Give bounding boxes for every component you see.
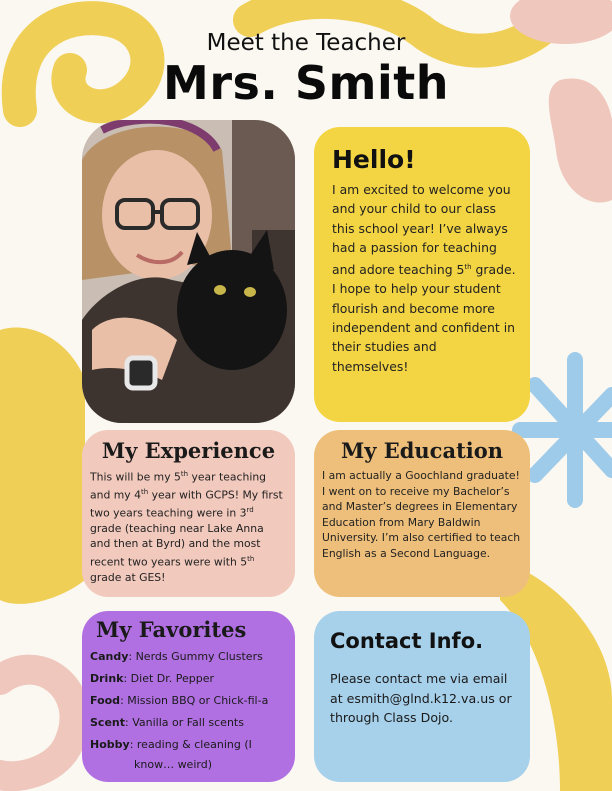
favorite-value: : Nerds Gummy Clusters: [128, 650, 263, 663]
favorite-item: [90, 734, 287, 756]
hello-sup: th: [464, 262, 472, 271]
favorite-value: : reading & cleaning (I: [129, 738, 252, 751]
education-card: [314, 430, 530, 597]
page-subtitle: Meet the Teacher: [206, 30, 406, 56]
exp-t2: year teaching and my 4: [90, 470, 267, 502]
exp-s4: th: [247, 554, 255, 563]
favorite-value: : Vanilla or Fall scents: [125, 716, 244, 729]
experience-text: [90, 467, 287, 585]
favorite-value: : Mission BBQ or Chick-fil-a: [120, 694, 269, 707]
hello-text-part2: grade. I hope to help your student flourish and become more independent and confident in their studies and themselves!: [332, 261, 516, 374]
hello-card: [314, 127, 530, 422]
yellow-blob-left: [0, 327, 85, 603]
exp-s2: th: [140, 488, 149, 496]
education-heading: My Education: [340, 438, 504, 463]
teacher-photo: [82, 120, 295, 423]
favorite-label: Scent: [90, 716, 125, 729]
favorites-heading: My Favorites: [96, 617, 247, 642]
hello-text: [332, 180, 516, 376]
favorite-value: : Diet Dr. Pepper: [123, 672, 215, 685]
favorite-item: [90, 690, 287, 712]
experience-heading: My Experience: [101, 438, 276, 463]
favorite-label: Hobby: [90, 738, 130, 751]
blue-splash-icon: [520, 360, 612, 500]
favorites-card: [82, 611, 295, 782]
favorite-item: [90, 668, 287, 690]
education-text: I am actually a Goochland graduate! I went on to receive my Bachelor’s and Master’s degrees in Elementary Education from Mary Baldwin University. I’m also certified to teach English as a Second Language.: [322, 469, 521, 560]
exp-s1: th: [180, 470, 189, 478]
pink-swirl-bottomleft: [0, 670, 75, 777]
hello-text-part1: I am excited to welcome you and your child to our class this school year! I’ve always had a passion for teaching and adore teaching 5: [332, 182, 511, 277]
exp-t1: This will be my 5: [90, 470, 181, 484]
exp-t3: year with GCPS! My first two years teaching were in 3: [90, 488, 283, 520]
contact-card: [314, 611, 530, 782]
contact-text: Please contact me via email at esmith@glnd.k12.va.us or through Class Dojo.: [330, 671, 512, 725]
favorite-item: [90, 712, 287, 734]
exp-s3: rd: [246, 506, 254, 514]
exp-t5: grade at GES!: [90, 570, 166, 584]
favorite-label: Candy: [90, 650, 129, 663]
teacher-photo-illustration: [82, 120, 295, 423]
contact-heading: Contact Info.: [330, 629, 484, 653]
favorite-label: Food: [90, 694, 121, 707]
hello-heading: Hello!: [332, 145, 416, 174]
favorite-hobby-continued: know… weird): [134, 758, 212, 771]
page-title: Mrs. Smith: [163, 56, 449, 110]
favorite-label: Drink: [90, 672, 124, 685]
favorite-item: [90, 646, 287, 668]
exp-t4: grade (teaching near Lake Anna and then at Byrd) and the most recent two years were with 5: [90, 522, 264, 569]
experience-card: [82, 430, 295, 597]
